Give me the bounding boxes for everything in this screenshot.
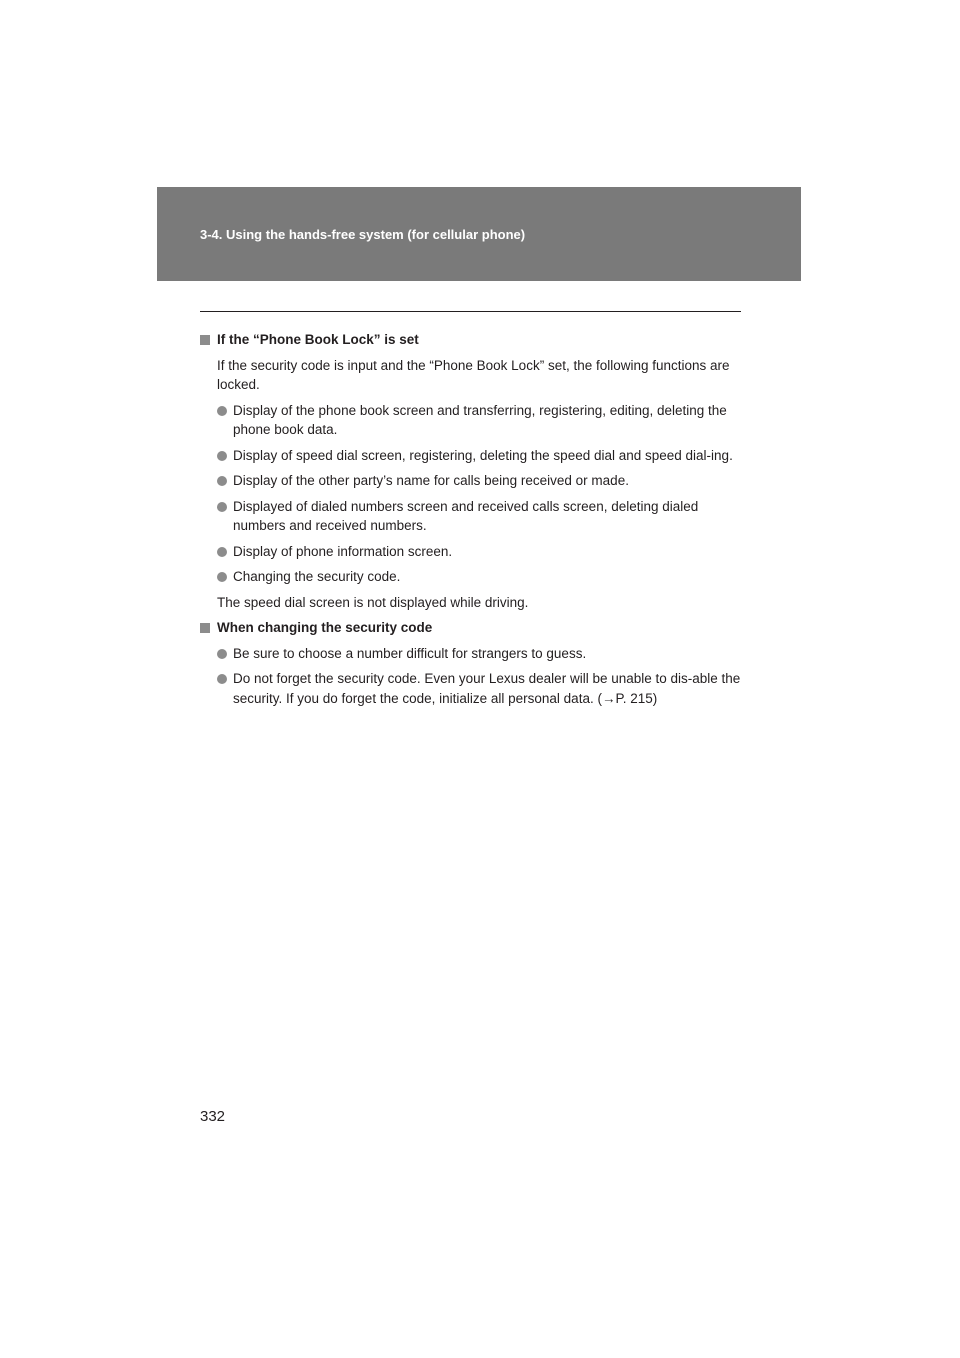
- list-item-text: Changing the security code.: [233, 569, 401, 584]
- list-item-text: Display of phone information screen.: [233, 543, 453, 559]
- list-item-text: Displayed of dialed numbers screen and received calls screen, deleting dialed numbers and received numbers.: [233, 498, 699, 533]
- section-heading-phone-book-lock: [200, 330, 745, 350]
- section-heading-text: When changing the security code: [217, 620, 433, 635]
- list-item: [217, 669, 745, 708]
- page-number: 332: [200, 1108, 226, 1125]
- list-item: [217, 446, 745, 466]
- circle-bullet-icon: [217, 572, 227, 582]
- list-item: [217, 471, 745, 491]
- list-item: [217, 401, 745, 440]
- section-intro: If the security code is input and the “Phone Book Lock” set, the following functions are locked.: [217, 357, 730, 392]
- list-item: [217, 497, 745, 536]
- circle-bullet-icon: [217, 476, 227, 486]
- circle-bullet-icon: [217, 649, 227, 659]
- list-item: [217, 567, 745, 587]
- circle-bullet-icon: [217, 547, 227, 557]
- list-item-text: Be sure to choose a number difficult for strangers to guess.: [233, 645, 587, 661]
- square-bullet-icon: [200, 623, 210, 633]
- list-item-text: Display of speed dial screen, registering, deleting the speed dial and speed dial-ing.: [233, 447, 733, 463]
- content-area: [200, 330, 745, 714]
- circle-bullet-icon: [217, 674, 227, 684]
- circle-bullet-icon: [217, 451, 227, 461]
- chapter-header: [157, 187, 801, 281]
- header-divider: [200, 311, 741, 312]
- list-item-text: Display of the other party’s name for calls being received or made.: [233, 473, 629, 488]
- list-item: [217, 644, 745, 664]
- section-heading-security-code: [200, 618, 745, 638]
- chapter-title: 3-4. Using the hands-free system (for cellular phone): [200, 227, 526, 242]
- list-item-text: Display of the phone book screen and transferring, registering, editing, deleting the phone book data.: [233, 402, 727, 437]
- circle-bullet-icon: [217, 406, 227, 416]
- circle-bullet-icon: [217, 502, 227, 512]
- square-bullet-icon: [200, 335, 210, 345]
- section-note: The speed dial screen is not displayed while driving.: [217, 594, 529, 610]
- list-item-text: Do not forget the security code. Even your Lexus dealer will be unable to dis-able the security. If you do forget the code, initialize all personal data. (→P. 215): [233, 671, 741, 706]
- section-heading-text: If the “Phone Book Lock” is set: [217, 332, 419, 347]
- list-item: [217, 542, 745, 562]
